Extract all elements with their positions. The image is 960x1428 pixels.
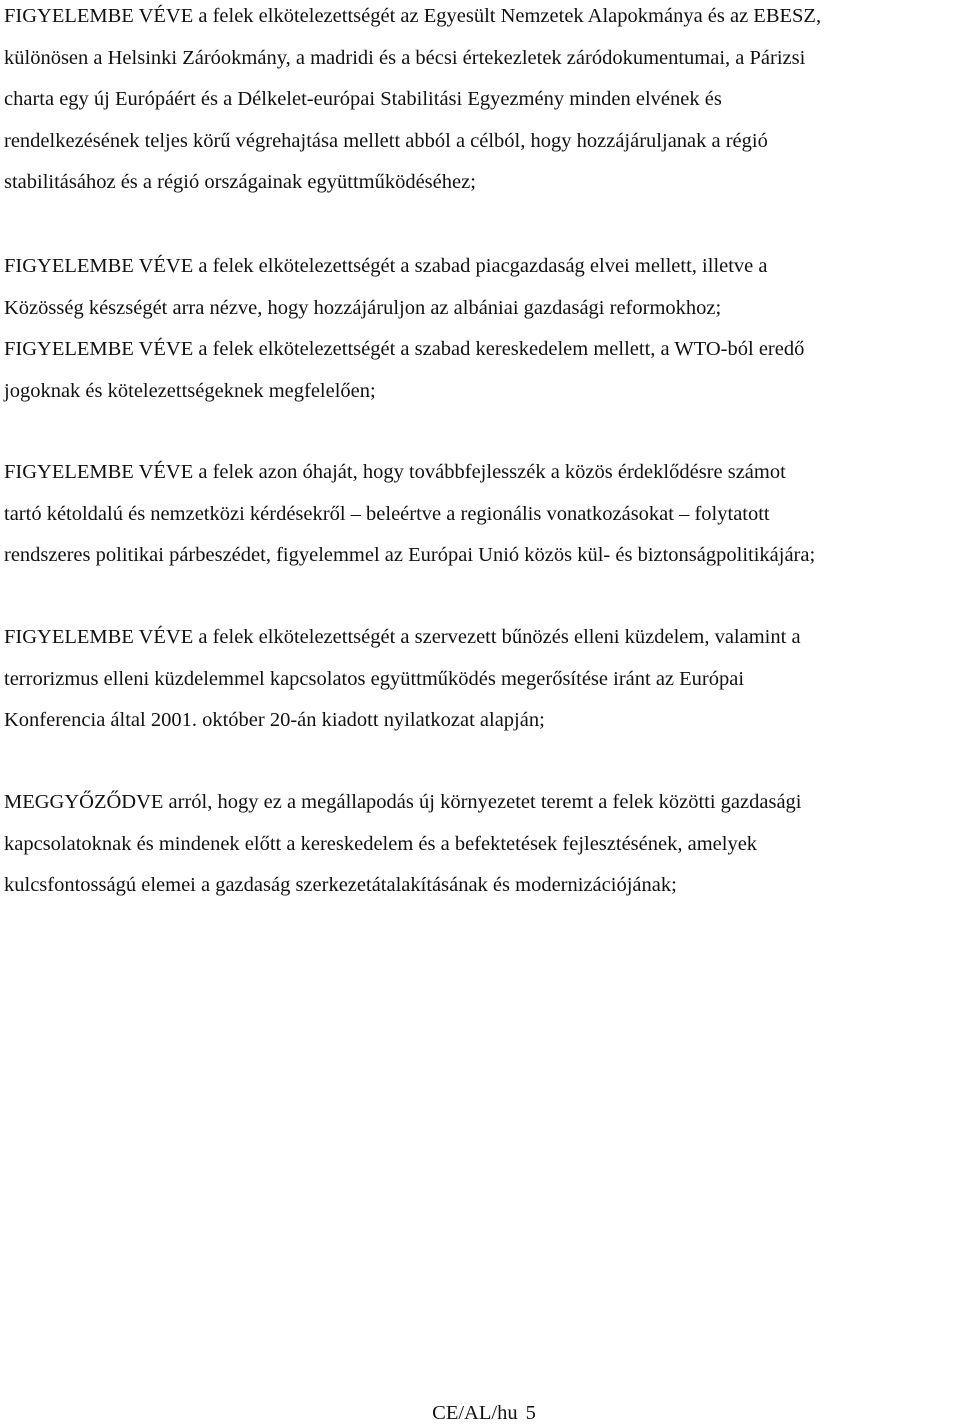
text-line: FIGYELEMBE VÉVE a felek elkötelezettségét az Egyesült Nemzetek Alapokmánya és az EBESZ,: [4, 5, 822, 27]
document-code: CE/AL/hu: [432, 1402, 518, 1424]
text-line: MEGGYŐZŐDVE arról, hogy ez a megállapodás új környezetet teremt a felek közötti gazdasági: [4, 791, 802, 813]
text-line: FIGYELEMBE VÉVE a felek elkötelezettségét a szabad piacgazdaság elvei mellett, illetve a: [4, 255, 768, 277]
paragraph-5: [4, 782, 956, 907]
text-line: FIGYELEMBE VÉVE a felek elkötelezettségét a szervezett bűnözés elleni küzdelem, valamint a: [4, 626, 801, 648]
text-line: stabilitásához és a régió országainak együttműködéséhez;: [4, 171, 476, 193]
paragraph-3: [4, 452, 956, 577]
paragraph-1: [4, 0, 956, 204]
text-line: rendszeres politikai párbeszédet, figyelemmel az Európai Unió közös kül- és biztonságpolitikájára;: [4, 544, 816, 566]
text-line: különösen a Helsinki Záróokmány, a madridi és a bécsi értekezletek záródokumentumai, a Párizsi: [4, 46, 806, 69]
text-line: Közösség készségét arra nézve, hogy hozzájáruljon az albániai gazdasági reformokhoz;: [4, 296, 722, 319]
text-line: kapcsolatoknak és mindenek előtt a kereskedelem és a befektetések fejlesztésének, amelyek: [4, 832, 758, 855]
text-line: FIGYELEMBE VÉVE a felek azon óhaját, hogy továbbfejlesszék a közös érdeklődésre számot: [4, 461, 786, 483]
paragraph-4: [4, 617, 956, 742]
text-line: jogoknak és kötelezettségeknek megfelelően;: [4, 379, 376, 402]
page-number: 5: [525, 1402, 536, 1424]
paragraph-2: [4, 246, 956, 412]
text-line: Konferencia által 2001. október 20-án kiadott nyilatkozat alapján;: [4, 709, 545, 731]
page-footer: [0, 1398, 960, 1428]
text-line: FIGYELEMBE VÉVE a felek elkötelezettségét a szabad kereskedelem mellett, a WTO-ból eredő: [4, 338, 805, 360]
text-line: kulcsfontosságú elemei a gazdaság szerkezetátalakításának és modernizációjának;: [4, 874, 677, 896]
text-line: charta egy új Európáért és a Délkelet-európai Stabilitási Egyezmény minden elvének és: [4, 88, 722, 110]
text-line: terrorizmus elleni küzdelemmel kapcsolatos együttműködés megerősítése iránt az Európai: [4, 667, 745, 690]
text-line: rendelkezésének teljes körű végrehajtása mellett abból a célból, hogy hozzájáruljanak a régió: [4, 129, 768, 152]
text-line: tartó kétoldalú és nemzetközi kérdésekről – beleértve a regionális vonatkozásokat – folytatott: [4, 502, 770, 525]
